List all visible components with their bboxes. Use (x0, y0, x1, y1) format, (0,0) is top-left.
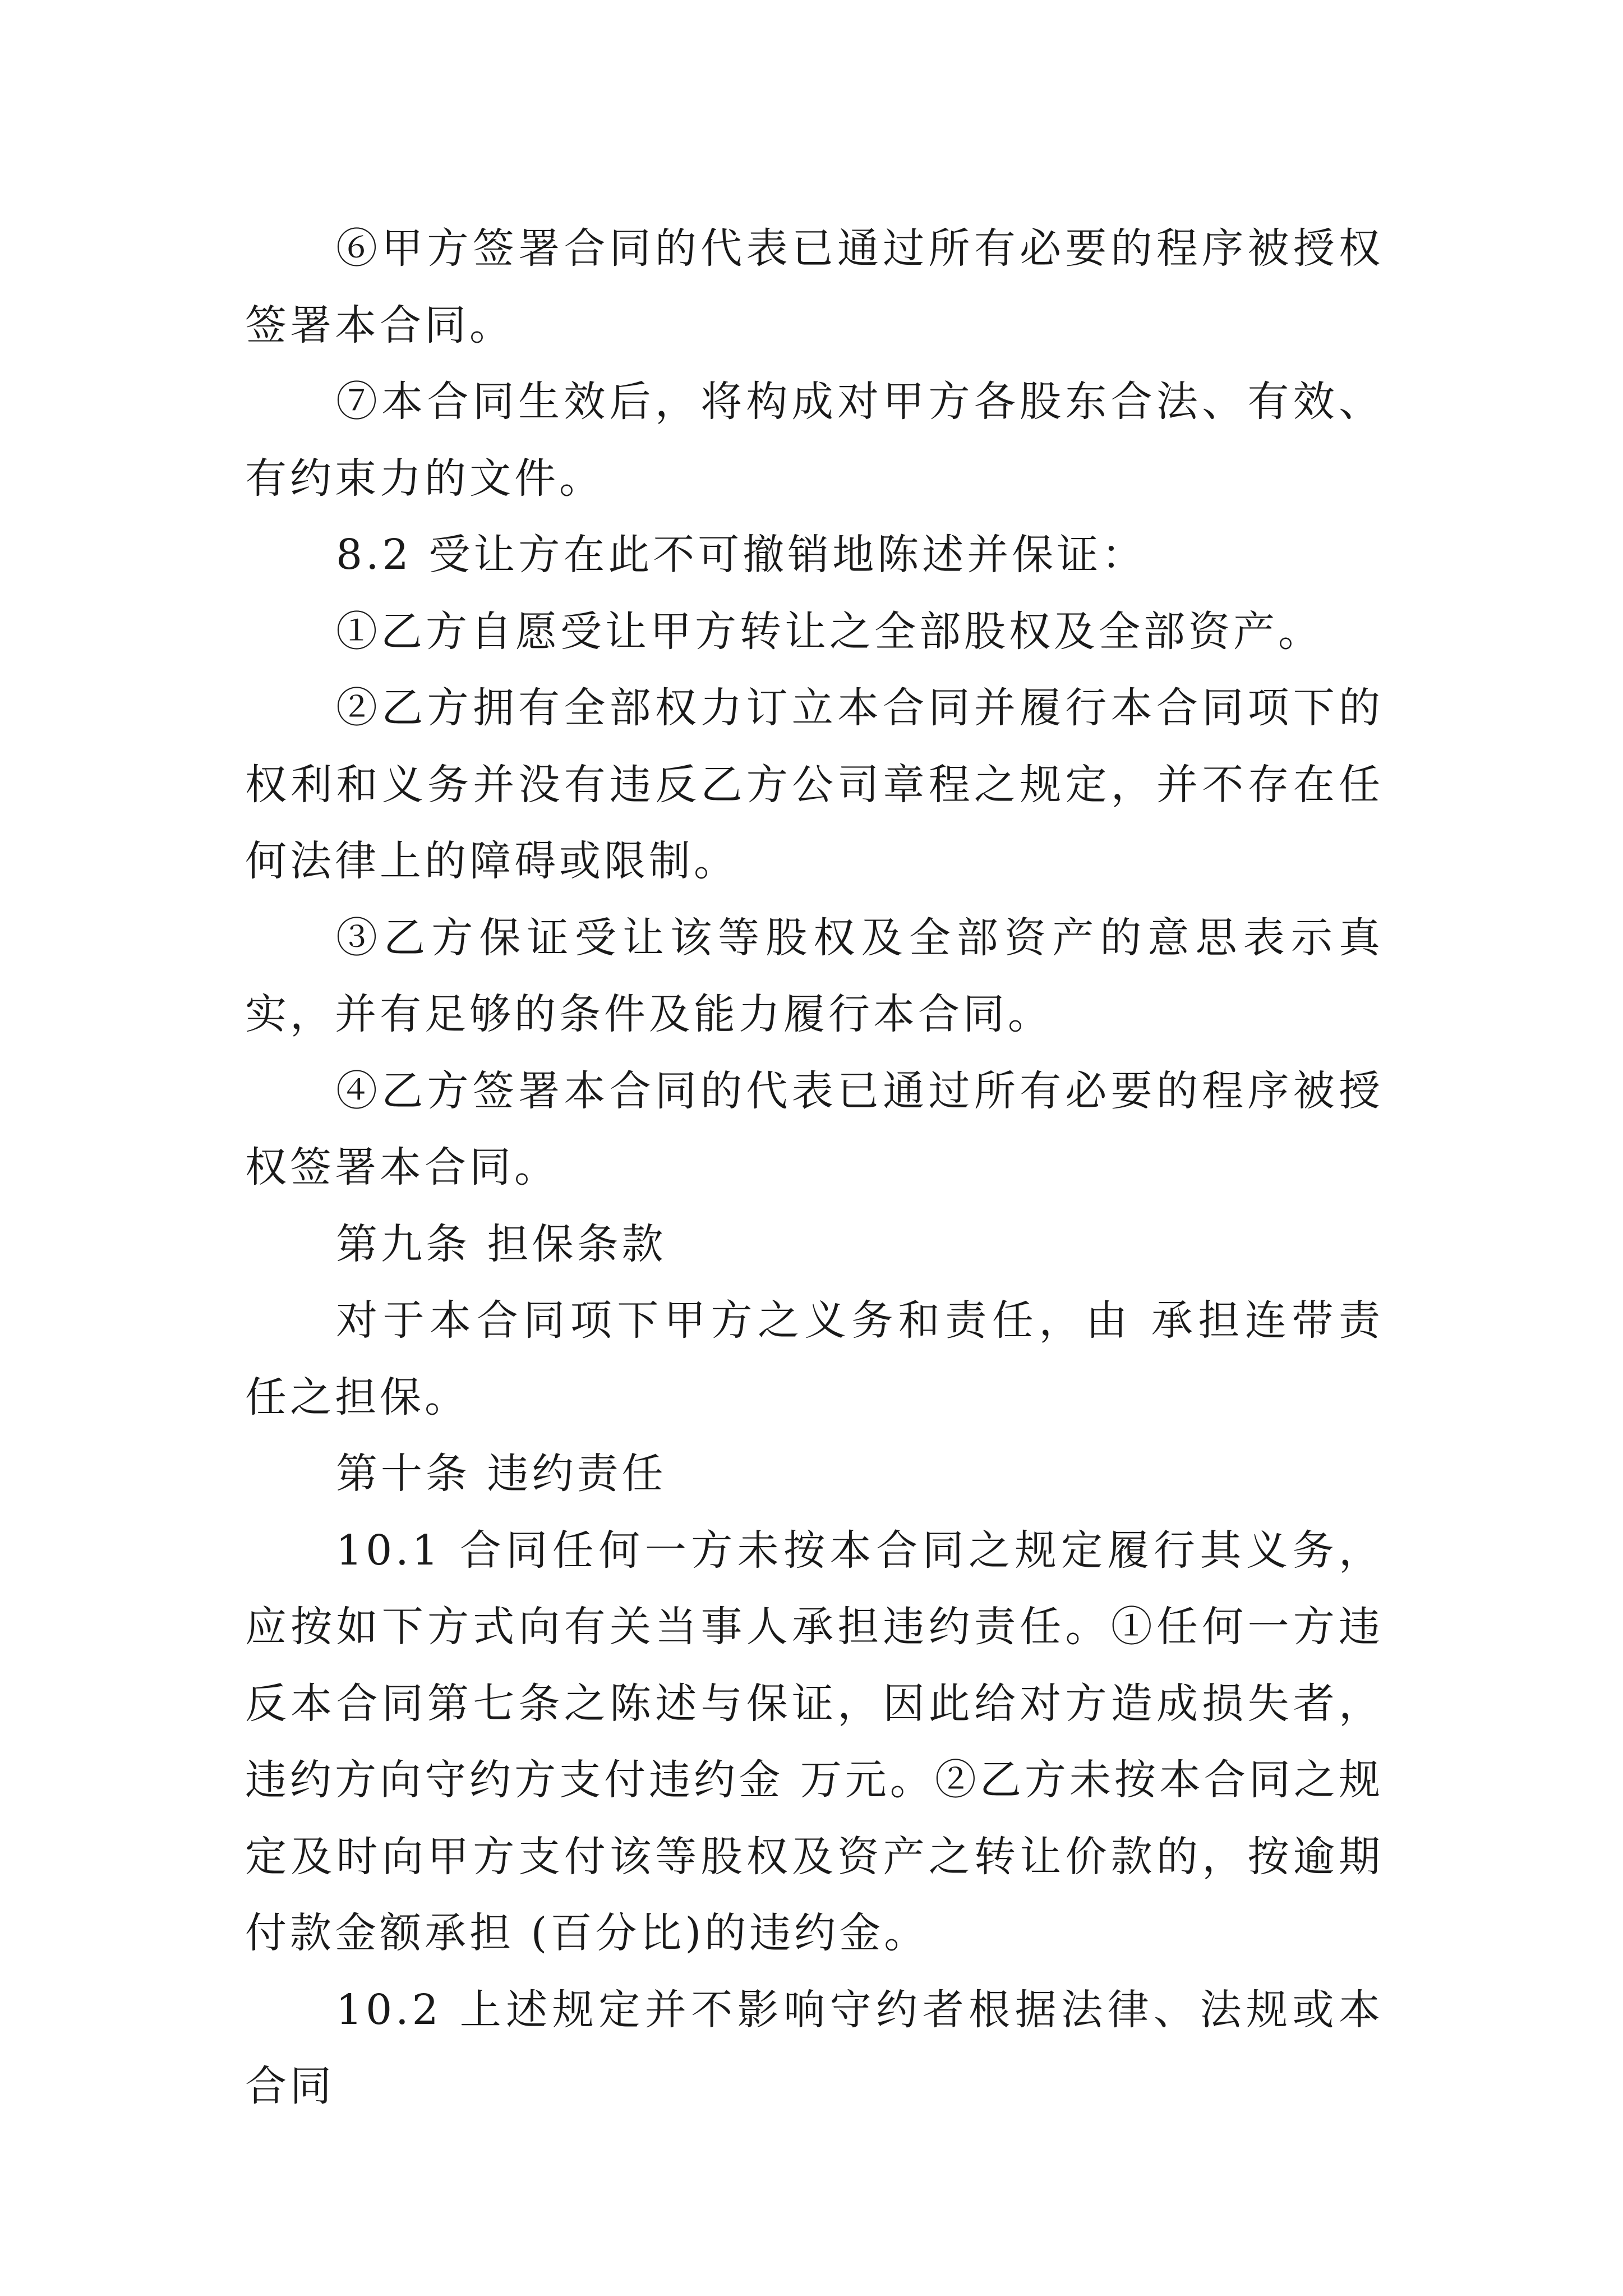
clause-10-1: 10.1 合同任何一方未按本合同之规定履行其义务，应按如下方式向有关当事人承担违约责任。①任何一方违反本合同第七条之陈述与保证，因此给对方造成损失者，违约方向守约方支付违约金 万元。②乙方未按本合同之规定及时向甲方支付该等股权及资产之转让价款的，按逾期付款金额承担 (百分比)的违约金。 (245, 1526, 1384, 1957)
article-9-body: 对于本合同项下甲方之义务和责任，由 承担连带责任之担保。 (245, 1296, 1384, 1421)
clause-8-2-item-3: ③乙方保证受让该等股权及全部资产的意思表示真实，并有足够的条件及能力履行本合同。 (245, 913, 1384, 1038)
clause-8-1-item-6: ⑥甲方签署合同的代表已通过所有必要的程序被授权签署本合同。 (245, 224, 1384, 349)
clause-8-1-item-7: ⑦本合同生效后，将构成对甲方各股东合法、有效、有约束力的文件。 (245, 378, 1384, 503)
document-body (245, 210, 1384, 2125)
clause-8-2-item-1: ①乙方自愿受让甲方转让之全部股权及全部资产。 (336, 607, 1323, 656)
clause-8-2-heading: 8.2 受让方在此不可撤销地陈述并保证： (336, 531, 1147, 579)
article-10-heading: 第十条 违约责任 (336, 1450, 667, 1498)
clause-10-2: 10.2 上述规定并不影响守约者根据法律、法规或本合同 (245, 1985, 1384, 2110)
clause-8-2-item-4: ④乙方签署本合同的代表已通过所有必要的程序被授权签署本合同。 (245, 1066, 1384, 1191)
clause-8-2-item-2: ②乙方拥有全部权力订立本合同并履行本合同项下的权利和义务并没有违反乙方公司章程之规定，并不存在任何法律上的障碍或限制。 (245, 684, 1384, 885)
article-9-heading: 第九条 担保条款 (336, 1220, 667, 1268)
